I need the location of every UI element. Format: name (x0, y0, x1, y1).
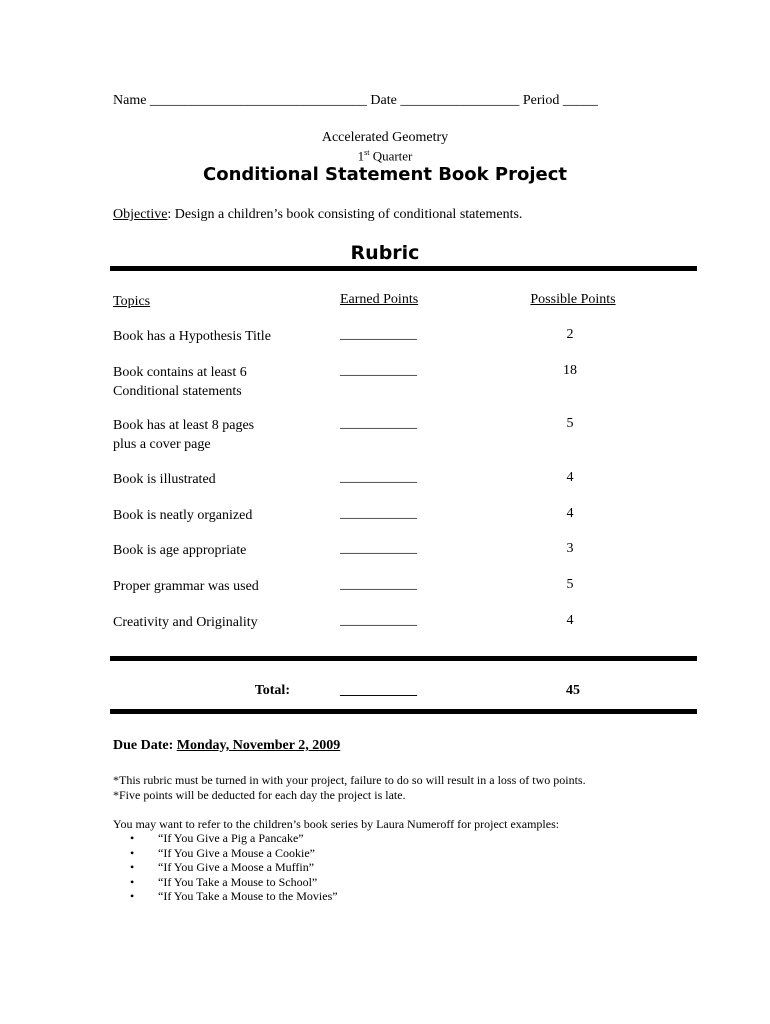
quarter-suffix: st (364, 148, 370, 157)
example-title: “If You Give a Moose a Muffin” (158, 860, 315, 875)
note-turn-in: *This rubric must be turned in with your project, failure to do so will result in a loss of two points. (113, 773, 586, 787)
rubric-topic (113, 327, 271, 346)
due-date-value: Monday, November 2, 2009 (176, 738, 341, 753)
rubric-possible-points: 2 (566, 327, 574, 342)
page-title: Conditional Statement Book Project (203, 164, 567, 185)
rubric-possible-points: 5 (566, 416, 574, 431)
rubric-earned-blank: ___________ (340, 506, 417, 521)
rubric-possible-points: 4 (566, 613, 574, 628)
quarter-text: Quarter (369, 148, 413, 164)
rubric-earned-blank: ___________ (340, 613, 417, 628)
objective (113, 207, 522, 223)
rubric-possible-points: 18 (563, 363, 577, 378)
objective-label: Objective (113, 207, 168, 222)
rubric-topic (113, 541, 246, 560)
rubric-earned-blank: ___________ (340, 470, 417, 485)
rubric-topic-line: Book is illustrated (113, 472, 216, 487)
rubric-topic (113, 506, 252, 525)
example-title: “If You Give a Mouse a Cookie” (158, 845, 315, 860)
example-item (130, 831, 338, 846)
rubric-topic (113, 363, 247, 401)
rubric-topic-line: Proper grammar was used (113, 579, 259, 594)
example-item (130, 846, 338, 861)
rubric-topic (113, 416, 254, 454)
bullet-icon: • (130, 831, 135, 845)
example-item (130, 889, 338, 904)
rubric-earned-blank: ___________ (340, 363, 417, 378)
note-late-penalty: *Five points will be deducted for each day the project is late. (113, 788, 406, 802)
example-item (130, 875, 338, 890)
rubric-topic-line: Book contains at least 6 (113, 365, 247, 380)
total-label: Total: (254, 683, 290, 698)
due-date-label: Due Date: (113, 738, 177, 753)
rubric-topic-line: Book has a Hypothesis Title (113, 329, 271, 344)
example-list (130, 831, 338, 904)
rubric-topic (113, 577, 259, 596)
due-date (113, 738, 340, 754)
quarter-number: 1 (357, 148, 365, 164)
example-item (130, 860, 338, 875)
quarter-label (0, 148, 770, 164)
rubric-topic (113, 470, 216, 489)
bullet-icon: • (130, 860, 135, 875)
rubric-earned-blank: ___________ (340, 327, 417, 342)
column-header-earned: Earned Points (340, 292, 419, 307)
example-title: “If You Give a Pig a Pancake” (158, 831, 304, 845)
total-bottom-rule (110, 709, 697, 714)
rubric-topic (113, 613, 258, 632)
reference-text: You may want to refer to the children’s book series by Laura Numeroff for project examples: (113, 817, 560, 831)
total-possible: 45 (566, 683, 580, 698)
rubric-top-rule (110, 266, 697, 271)
column-header-topics: Topics (113, 294, 151, 309)
total-earned-blank: ___________ (340, 683, 417, 698)
rubric-possible-points: 3 (566, 541, 574, 556)
example-title: “If You Take a Mouse to School” (158, 874, 318, 889)
rubric-topic-line: Book is neatly organized (113, 508, 253, 523)
bullet-icon: • (130, 874, 135, 889)
rubric-topic-line: Creativity and Originality (113, 615, 258, 630)
header-name-date-period: Name _______________________________ Date _________________ Period _____ (113, 93, 598, 108)
example-title: “If You Take a Mouse to the Movies” (158, 889, 338, 904)
column-header-possible: Possible Points (530, 292, 616, 307)
rubric-topic-line: Book has at least 8 pages (113, 418, 255, 433)
rubric-topic-line: Book is age appropriate (113, 543, 247, 558)
rubric-topic-line: plus a cover page (113, 437, 211, 452)
rubric-earned-blank: ___________ (340, 541, 417, 556)
bullet-icon: • (130, 889, 135, 904)
rubric-heading: Rubric (350, 242, 420, 264)
objective-text: : Design a children’s book consisting of conditional statements. (167, 207, 523, 222)
course-name: Accelerated Geometry (321, 130, 449, 145)
rubric-topic-line: Conditional statements (113, 384, 242, 399)
rubric-earned-blank: ___________ (340, 577, 417, 592)
rubric-bottom-rule (110, 656, 697, 661)
rubric-possible-points: 4 (566, 506, 574, 521)
rubric-earned-blank: ___________ (340, 416, 417, 431)
rubric-possible-points: 5 (566, 577, 574, 592)
rubric-possible-points: 4 (566, 470, 574, 485)
bullet-icon: • (130, 845, 135, 860)
